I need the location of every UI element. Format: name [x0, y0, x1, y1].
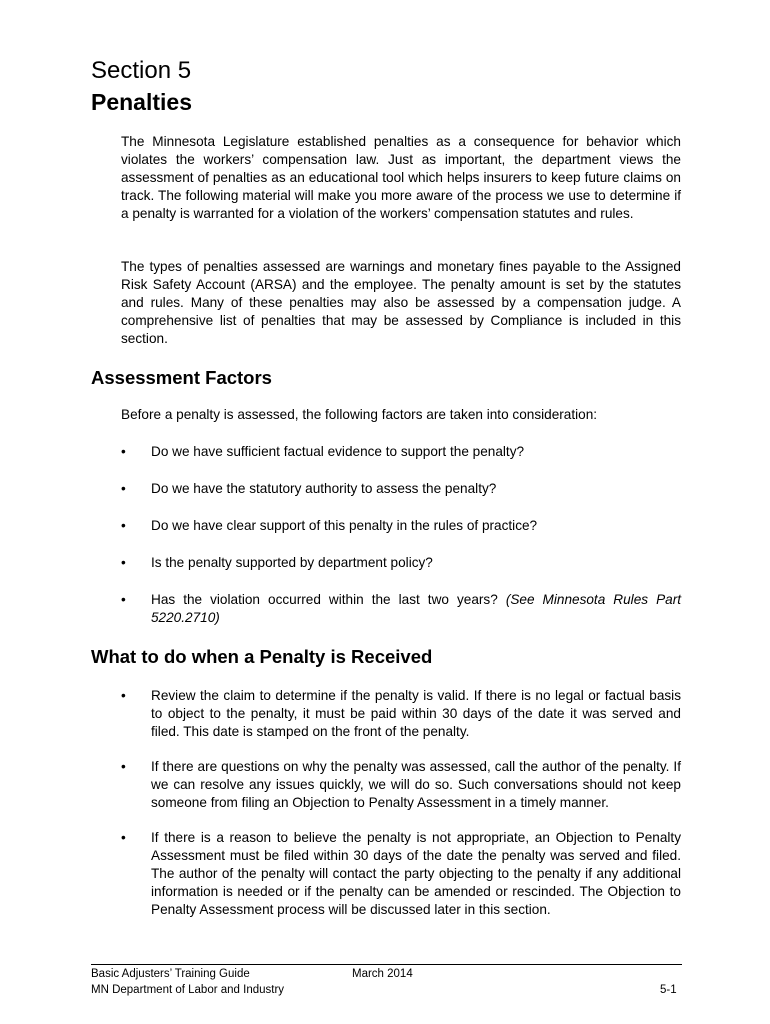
list-item-text: Has the violation occurred within the last two years?	[151, 592, 498, 607]
list-item-text: Do we have sufficient factual evidence to support the penalty?	[151, 444, 525, 459]
bullet-icon: •	[121, 481, 126, 496]
list-item-text: If there is a reason to believe the penalty is not appropriate, an Objection to Penalty Assessment must be filed within 30 days of the date the penalty was served and filed. The author of the penalty will contact the party objecting to the penalty if any additional information is needed or if the penalty can be amended or rescinded. The Objection to Penalty Assessment process will be discussed later in this section.	[151, 830, 681, 917]
assessment-factors-list	[121, 443, 681, 627]
bullet-icon: •	[121, 444, 126, 459]
list-item	[121, 829, 681, 919]
intro-paragraph-2: The types of penalties assessed are warnings and monetary fines payable to the Assigned Risk Safety Account (ARSA) and the employee. The penalty amount is set by the statutes and rules. Many of these penalties may also be assessed by a compensation judge. A comprehensive list of penalties that may be assessed by Compliance is included in this section.	[121, 259, 681, 346]
bullet-icon: •	[121, 518, 126, 533]
assessment-factors-heading: Assessment Factors	[91, 367, 272, 388]
bullet-icon: •	[121, 830, 126, 845]
footer-department: MN Department of Labor and Industry	[91, 984, 285, 996]
list-item	[121, 480, 681, 498]
bullet-icon: •	[121, 688, 126, 703]
bullet-icon: •	[121, 592, 126, 607]
list-item	[121, 758, 681, 812]
penalty-received-list	[121, 687, 681, 919]
section-title: Penalties	[91, 89, 192, 115]
section-label: Section 5	[91, 57, 192, 84]
footer-guide-title: Basic Adjusters’ Training Guide	[91, 968, 250, 980]
intro-paragraph-1: The Minnesota Legislature established penalties as a consequence for behavior which violates the workers’ compensation law. Just as important, the department views the assessment of penalties as an educational tool which helps insurers to keep future claims on track. The following material will make you more aware of the process we use to determine if a penalty is warranted for a violation of the workers’ compensation statutes and rules.	[121, 134, 681, 221]
list-item-text: Review the claim to determine if the penalty is valid. If there is no legal or factual basis to object to the penalty, it must be paid within 30 days of the date it was served and filed. This date is stamped on the front of the penalty.	[151, 688, 681, 739]
list-item-text: Do we have clear support of this penalty in the rules of practice?	[151, 518, 538, 533]
list-item-text: If there are questions on why the penalty was assessed, call the author of the penalty. If we can resolve any issues quickly, we will do so. Such conversations should not keep someone from filing an Objection to Penalty Assessment in a timely manner.	[151, 759, 681, 810]
footer-page-number: 5-1	[660, 984, 677, 996]
assessment-intro: Before a penalty is assessed, the following factors are taken into consideration:	[121, 407, 598, 422]
penalty-received-heading: What to do when a Penalty is Received	[91, 646, 433, 667]
rule-reference: (See Minnesota Rules Part 5220.2710)	[151, 592, 681, 625]
footer-divider	[91, 964, 682, 965]
list-item	[121, 591, 681, 627]
list-item	[121, 517, 681, 535]
list-item	[121, 687, 681, 741]
list-item-text: Do we have the statutory authority to assess the penalty?	[151, 481, 497, 496]
bullet-icon: •	[121, 759, 126, 774]
list-item	[121, 554, 681, 572]
list-item	[121, 443, 681, 461]
list-item-text: Is the penalty supported by department policy?	[151, 555, 433, 570]
bullet-icon: •	[121, 555, 126, 570]
footer-date: March 2014	[352, 968, 413, 980]
